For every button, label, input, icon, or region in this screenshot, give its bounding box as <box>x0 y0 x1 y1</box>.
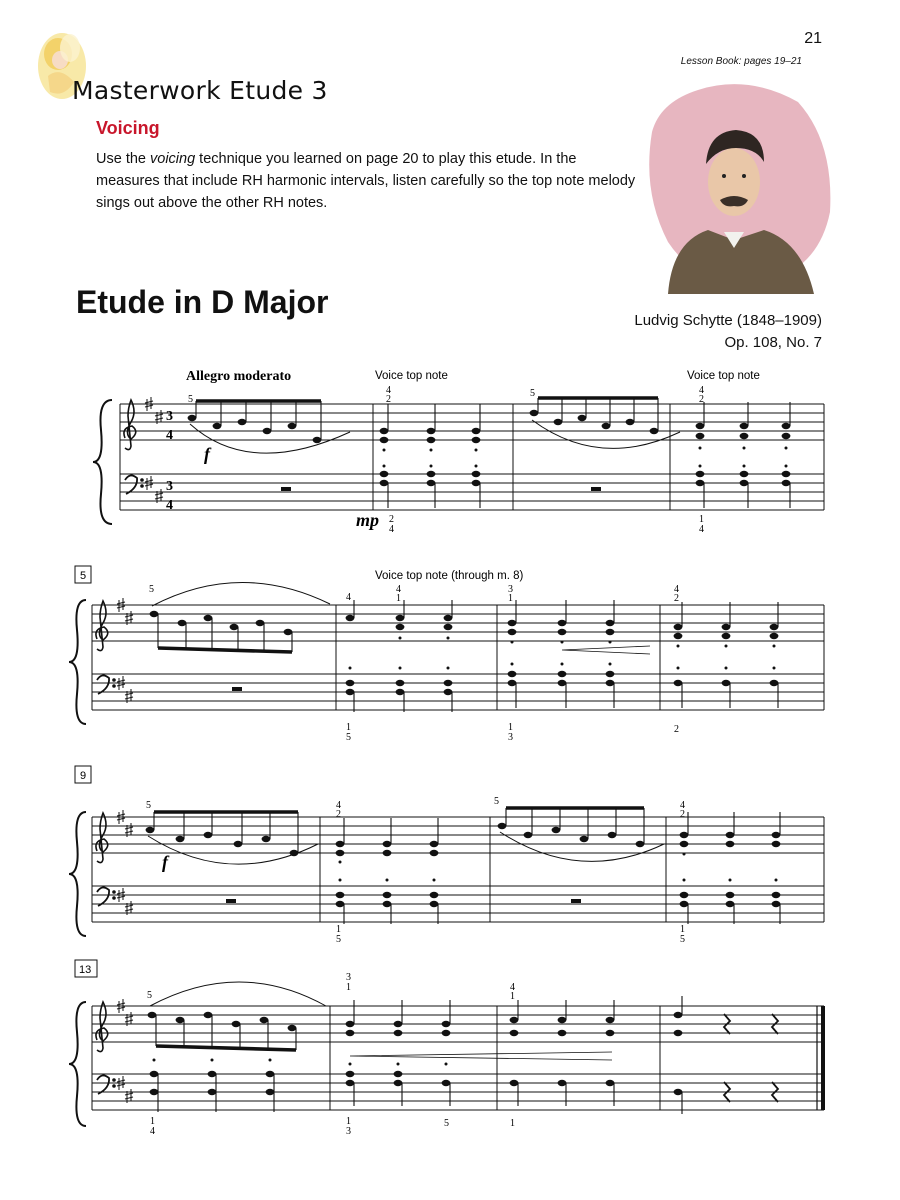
fingering: 5 <box>494 796 499 807</box>
system-3 <box>69 766 824 936</box>
piece-title: Etude in D Major <box>76 284 329 320</box>
fingering: 1 <box>510 1118 515 1129</box>
fingering: 1 <box>150 1116 155 1127</box>
fingering: 2 <box>699 394 704 405</box>
fingering: 1 <box>508 593 513 604</box>
measure-number-9: 9 <box>80 770 87 782</box>
fingering: 3 <box>508 732 513 743</box>
fingering: 5 <box>530 388 535 399</box>
fingering: 4 <box>389 524 394 535</box>
lesson-book-reference: Lesson Book: pages 19–21 <box>680 56 802 67</box>
voicing-heading: Voicing <box>96 118 160 138</box>
fingering: 1 <box>508 722 513 733</box>
fingering: 2 <box>386 394 391 405</box>
fingering: 4 <box>674 584 679 595</box>
fingering: 2 <box>336 809 341 820</box>
intro-text-start: Use the <box>96 151 150 167</box>
fingering: 5 <box>149 584 154 595</box>
system-4 <box>69 960 824 1126</box>
fingering: 4 <box>699 524 704 535</box>
system-1 <box>93 397 824 524</box>
fingering: 2 <box>389 514 394 525</box>
fingering: 1 <box>396 593 401 604</box>
fingering: 1 <box>346 722 351 733</box>
fingering: 4 <box>699 385 704 396</box>
fingering: 4 <box>386 385 391 396</box>
fingering: 3 <box>346 972 351 983</box>
section-title: Masterwork Etude 3 <box>72 76 328 105</box>
time-signature-bottom: 4 <box>166 498 173 513</box>
fingering: 5 <box>680 934 685 945</box>
fingering: 2 <box>680 809 685 820</box>
fingering: 3 <box>346 1126 351 1137</box>
fingering: 1 <box>346 1116 351 1127</box>
time-signature-top: 3 <box>166 409 173 424</box>
fingering: 1 <box>510 991 515 1002</box>
fingering: 5 <box>444 1118 449 1129</box>
intro-emphasis: voicing <box>150 151 196 167</box>
opus-number: Op. 108, No. 7 <box>724 334 822 351</box>
system-2 <box>69 566 824 724</box>
fingering: 2 <box>674 724 679 735</box>
fingering: 4 <box>336 800 341 811</box>
fingering: 4 <box>680 800 685 811</box>
fingering: 3 <box>508 584 513 595</box>
voice-top-note-annotation: Voice top note <box>375 370 448 382</box>
measure-number-5: 5 <box>80 570 87 582</box>
page-number: 21 <box>804 30 822 47</box>
fingering: 4 <box>396 584 401 595</box>
fingering: 4 <box>346 592 351 603</box>
composer-credit: Ludvig Schytte (1848–1909) <box>634 312 822 329</box>
fingering: 2 <box>674 593 679 604</box>
tempo-marking: Allegro moderato <box>186 369 292 384</box>
fingering: 1 <box>346 982 351 993</box>
fingering: 1 <box>336 924 341 935</box>
fingering: 1 <box>699 514 704 525</box>
voice-top-note-annotation: Voice top note <box>687 370 760 382</box>
intro-text-end: technique you learned on page 20 to play this etude. In the measures that include RH harmonic intervals, listen carefully so the top note melody sings out above the other RH notes. <box>96 151 636 211</box>
time-signature-top: 3 <box>166 479 173 494</box>
fingering: 4 <box>150 1126 155 1137</box>
fingering: 5 <box>188 394 193 405</box>
dynamic-mezzo-piano: mp <box>356 510 380 530</box>
fingering: 5 <box>346 732 351 743</box>
time-signature-bottom: 4 <box>166 428 173 443</box>
voice-top-note-through-annotation: Voice top note (through m. 8) <box>375 570 524 582</box>
fingering: 1 <box>680 924 685 935</box>
fingering: 5 <box>336 934 341 945</box>
fingering: 5 <box>146 800 151 811</box>
dynamic-forte: f <box>162 852 168 872</box>
fingering: 4 <box>510 982 515 993</box>
dynamic-forte: f <box>204 444 210 464</box>
fingering: 5 <box>147 990 152 1001</box>
measure-number-13: 13 <box>79 964 92 976</box>
